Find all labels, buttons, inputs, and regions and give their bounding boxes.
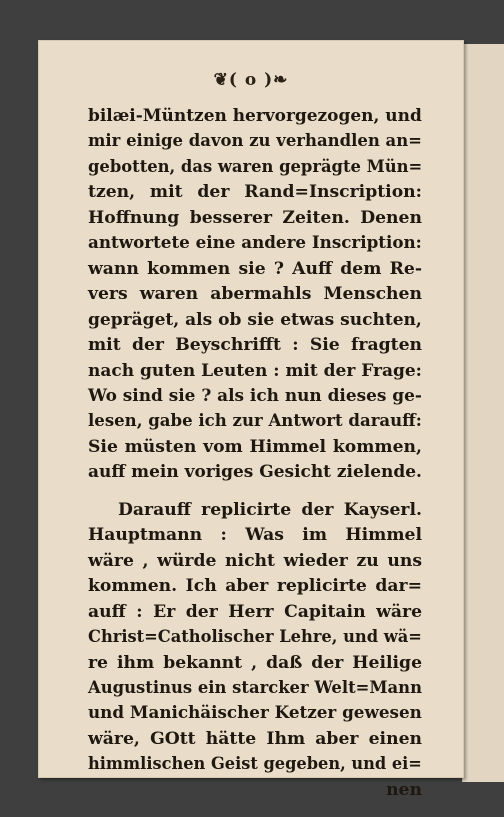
text-line-content: wann kommen sie ? Auff dem Re- (88, 258, 422, 279)
text-line (88, 180, 422, 205)
text-line (88, 257, 422, 282)
text-line-content: Sie müsten vom Himmel kommen, (88, 436, 422, 457)
text-line-content: vers waren abermahls Menschen (88, 284, 422, 305)
text-line (88, 523, 422, 548)
text-line-content: kommen. Ich aber replicirte dar= (88, 576, 423, 597)
text-line-content: Hauptmann : Was im Himmel (88, 525, 423, 546)
text-line-content: Augustinus ein starcker Welt=Mann (88, 677, 423, 698)
text-line (88, 600, 422, 625)
adjacent-page-edge (462, 44, 504, 782)
text-line-content: re ihm bekannt , daß der Heilige (88, 652, 423, 673)
text-line-content: und Manichäischer Ketzer gewesen (88, 703, 422, 724)
text-line (88, 155, 422, 180)
text-line-content: himmlischen Geist gegeben, und ei= (88, 754, 422, 775)
text-line (88, 701, 422, 726)
text-line (88, 460, 422, 485)
text-line (88, 625, 422, 650)
text-line-content: nen (386, 779, 422, 800)
text-line (88, 384, 422, 409)
text-line-content: antwortete eine andere Inscription: (88, 233, 422, 254)
text-line (88, 651, 422, 676)
text-line (88, 308, 422, 333)
paragraph-gap (88, 486, 422, 498)
text-line-content: wäre, GOtt hätte Ihm aber einen (88, 728, 423, 749)
page-header-ornament: ❦( o )❧ (213, 70, 289, 90)
text-line-content: Hoffnung besserer Zeiten. Denen (88, 207, 422, 228)
text-line-content: lesen, gabe ich zur Antwort darauff: (88, 411, 422, 432)
text-line (88, 231, 422, 256)
text-line-content: auff : Er der Herr Capitain wäre (88, 601, 423, 622)
text-line (88, 574, 422, 599)
text-line-content: nach guten Leuten : mit der Frage: (88, 360, 422, 381)
text-line (88, 676, 422, 701)
text-line-content: mit der Beyschrifft : Sie fragten (88, 335, 422, 356)
text-line (88, 104, 422, 129)
text-line-content: Christ=Catholischer Lehre, und wä= (88, 627, 422, 648)
text-line (88, 282, 422, 307)
text-line (88, 752, 422, 777)
text-line (88, 206, 422, 231)
page-body (88, 104, 422, 803)
text-line-content: mir einige davon zu verhandlen an= (88, 131, 422, 152)
text-line (88, 435, 422, 460)
text-line (88, 359, 422, 384)
text-line (88, 333, 422, 358)
text-line-content: auff mein voriges Gesicht zielende. (88, 462, 422, 483)
text-line (88, 409, 422, 434)
text-line-content: Wo sind sie ? als ich nun dieses ge- (88, 385, 422, 406)
catchword (88, 778, 422, 803)
text-line-content: wäre , würde nicht wieder zu uns (88, 550, 423, 571)
text-line (88, 498, 422, 523)
text-line-content: tzen, mit der Rand=Inscription: (88, 182, 423, 203)
text-line-content: Darauff replicirte der Kayserl. (118, 499, 422, 520)
text-line-content: gebotten, das waren geprägte Mün= (88, 156, 423, 177)
text-line-content: gepräget, als ob sie etwas suchten, (88, 309, 422, 330)
book-page (38, 40, 464, 800)
text-line (88, 129, 422, 154)
text-line-content: bilæi-Müntzen hervorgezogen, und (88, 106, 422, 126)
text-line (88, 549, 422, 574)
text-line (88, 727, 422, 752)
